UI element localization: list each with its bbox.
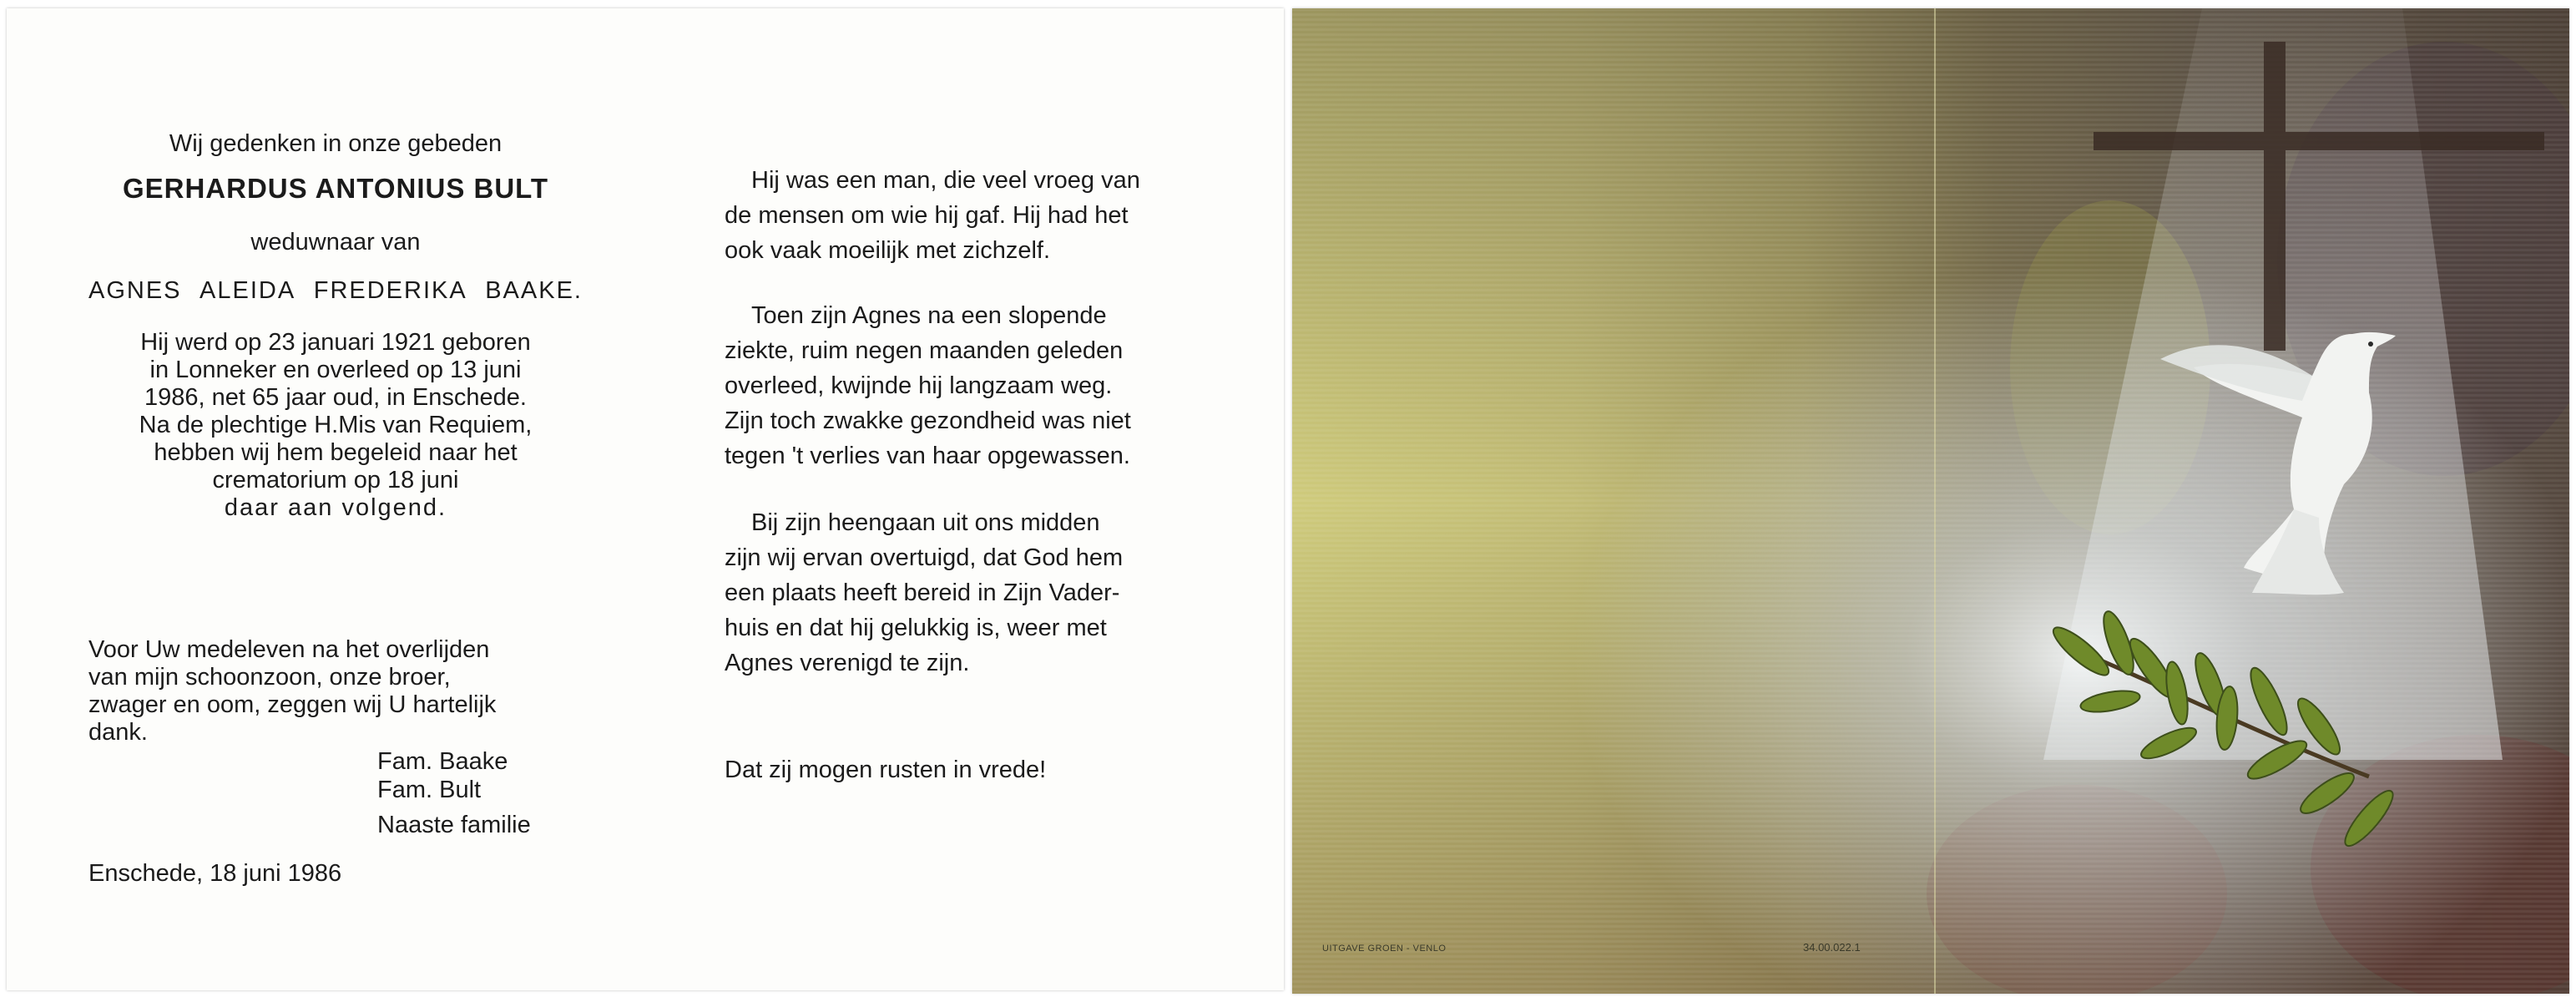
paragraph-2-line: Toen zijn Agnes na een slopende <box>751 302 1107 329</box>
paragraph-3-line: zijn wij ervan overtuigd, dat God hem <box>725 544 1124 571</box>
paragraph-3-line: huis en dat hij gelukkig is, weer met <box>725 615 1107 641</box>
publisher-label: UITGAVE GROEN - VENLO <box>1322 944 1447 954</box>
thanks-line: zwager en oom, zeggen wij U hartelijk <box>88 691 497 718</box>
paragraph-2-line: overleed, kwijnde hij langzaam weg. <box>725 372 1113 399</box>
memorial-intro: Wij gedenken in onze gebeden <box>169 130 503 157</box>
widower-of-label: weduwnaar van <box>250 229 421 256</box>
paragraph-3-line: Bij zijn heengaan uit ons midden <box>751 509 1100 536</box>
biography-line: crematorium op 18 juni <box>212 467 459 493</box>
signature-line: Naaste familie <box>377 812 531 838</box>
paragraph-1-line: ook vaak moeilijk met zichzelf. <box>725 237 1051 264</box>
signature-line: Fam. Bult <box>377 777 482 803</box>
thanks-line: Voor Uw medeleven na het overlijden <box>88 636 490 663</box>
biography-line: hebben wij hem begeleid naar het <box>154 439 518 466</box>
paragraph-1-line: de mensen om wie hij gaf. Hij had het <box>725 202 1129 229</box>
painting <box>1292 8 2569 994</box>
biography-line: in Lonneker en overleed op 13 juni <box>149 357 522 383</box>
paragraph-3-line: een plaats heeft bereid in Zijn Vader- <box>725 579 1120 606</box>
paragraph-2-line: ziekte, ruim negen maanden geleden <box>725 337 1124 364</box>
paragraph-2-line: tegen 't verlies van haar opgewassen. <box>725 443 1130 469</box>
paragraph-3-line: Agnes verenigd te zijn. <box>725 650 970 676</box>
paragraph-2-line: Zijn toch zwakke gezondheid was niet <box>725 407 1131 434</box>
closing-line: Dat zij mogen rusten in vrede! <box>725 757 1047 783</box>
paragraph-1-line: Hij was een man, die veel vroeg van <box>751 167 1140 194</box>
biography-line: Hij werd op 23 januari 1921 geboren <box>140 329 531 356</box>
biography-line: 1986, net 65 jaar oud, in Enschede. <box>144 384 527 411</box>
biography-line: Na de plechtige H.Mis van Requiem, <box>139 412 533 438</box>
deceased-name: GERHARDUS ANTONIUS BULT <box>122 173 549 204</box>
signature-line: Fam. Baake <box>377 748 508 775</box>
thanks-line: van mijn schoonzoon, onze broer, <box>88 664 451 691</box>
memorial-card-painting-side <box>1292 8 2569 994</box>
thanks-line: dank. <box>88 719 148 746</box>
place-date: Enschede, 18 juni 1986 <box>88 860 342 887</box>
catalog-number: 34.00.022.1 <box>1803 941 1861 954</box>
memorial-card-text-side <box>7 8 1284 990</box>
spouse-name: AGNES ALEIDA FREDERIKA BAAKE. <box>88 277 583 304</box>
biography-line: daar aan volgend. <box>224 494 447 521</box>
